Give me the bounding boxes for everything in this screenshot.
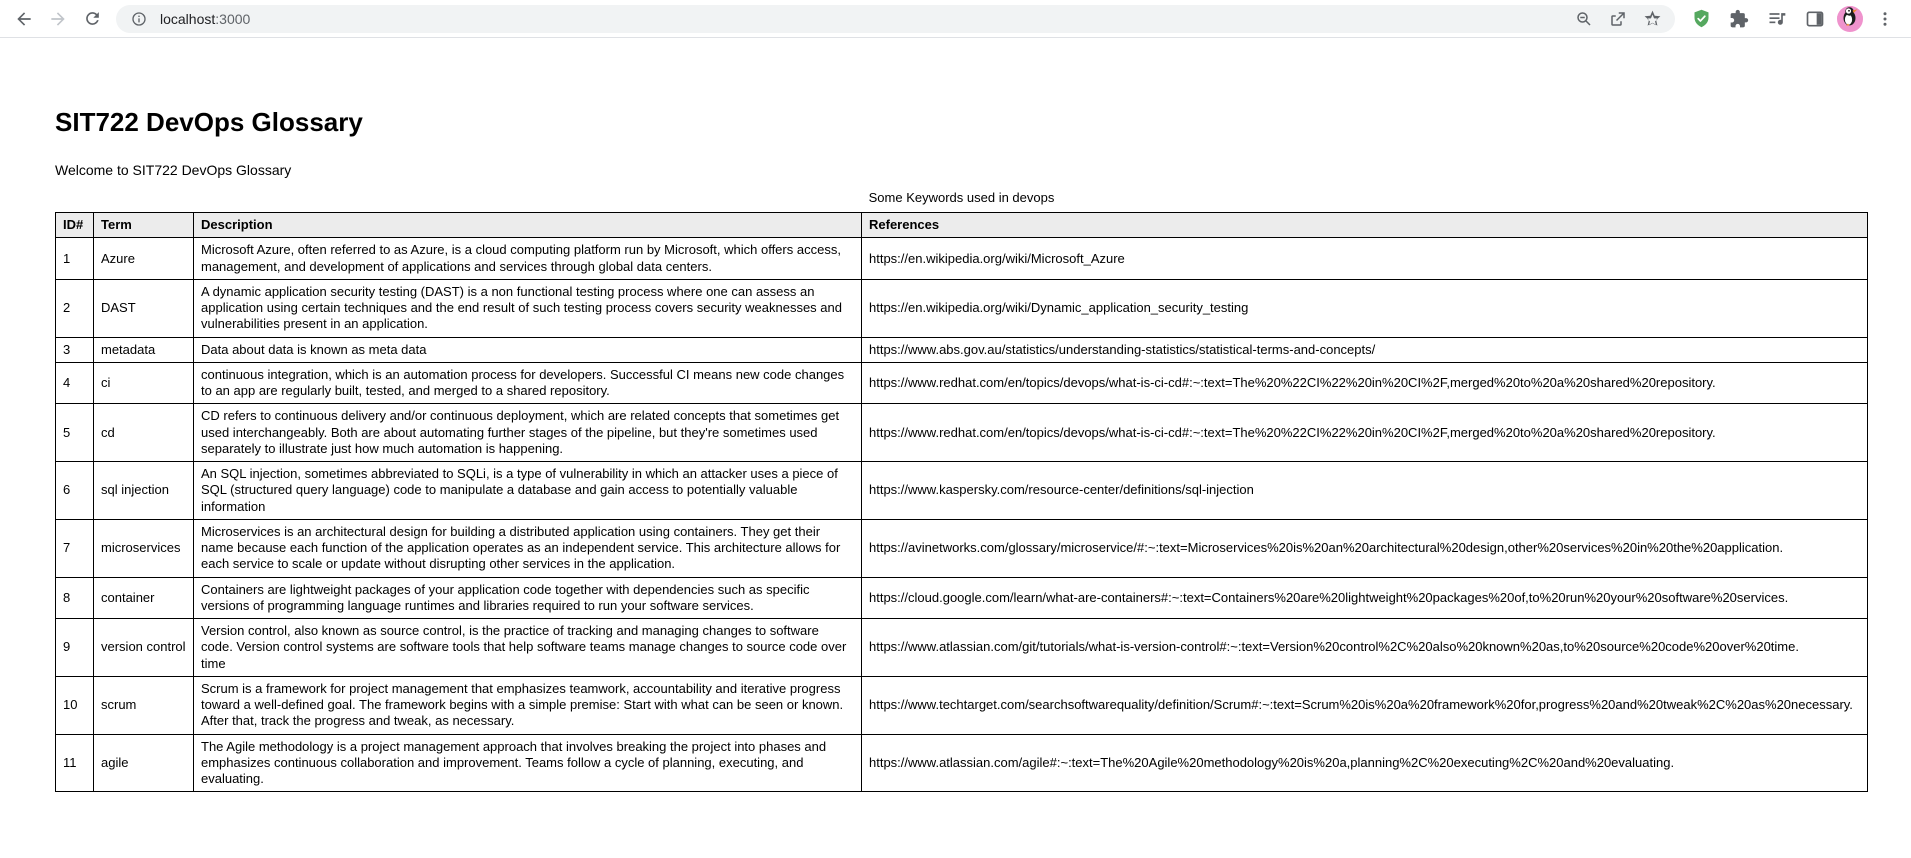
cell-description: Containers are lightweight packages of your application code together with dependencies such as specific versions of programming language runtimes and libraries required to run your software services. [194, 577, 862, 619]
cell-id: 11 [56, 734, 94, 792]
cell-id: 4 [56, 362, 94, 404]
cell-description: Scrum is a framework for project management that emphasizes teamwork, accountability and iterative progress toward a well-defined goal. The framework begins with a simple premise: Start with what can be seen or known. After that, track the progress and tweak, as necessary. [194, 676, 862, 734]
adguard-shield-icon [1691, 8, 1712, 29]
table-row [56, 734, 1868, 792]
back-button[interactable] [8, 3, 40, 35]
welcome-text: Welcome to SIT722 DevOps Glossary [55, 161, 292, 178]
table-header-row [56, 213, 1868, 238]
share-icon[interactable] [1605, 6, 1631, 32]
cell-description: The Agile methodology is a project management approach that involves breaking the project into phases and emphasizes continuous collaboration and improvement. Teams follow a cycle of planning, executing, and evaluating. [194, 734, 862, 792]
cell-id: 10 [56, 676, 94, 734]
cell-term: DAST [94, 279, 194, 337]
table-row [56, 404, 1868, 462]
column-header-references: References [862, 213, 1868, 238]
cell-term: sql injection [94, 462, 194, 520]
column-header-term: Term [94, 213, 194, 238]
cell-id: 2 [56, 279, 94, 337]
reload-icon [83, 9, 102, 28]
media-controls-icon [1767, 9, 1787, 29]
table-row [56, 519, 1868, 577]
glossary-table [55, 190, 1868, 793]
cell-reference: https://www.kaspersky.com/resource-center/definitions/sql-injection [862, 462, 1868, 520]
table-row [56, 619, 1868, 677]
cell-reference: https://www.redhat.com/en/topics/devops/what-is-ci-cd#:~:text=The%20%22CI%22%20in%20CI%2F,merged%20to%20a%20shared%20repository. [862, 362, 1868, 404]
page-content [0, 38, 1911, 792]
cell-description: Microsoft Azure, often referred to as Azure, is a cloud computing platform run by Microsoft, which offers access, management, and development of applications and services through global data centers. [194, 238, 862, 280]
cell-term: cd [94, 404, 194, 462]
side-panel-icon [1805, 9, 1825, 29]
profile-avatar[interactable] [1837, 6, 1863, 32]
cell-description: A dynamic application security testing (DAST) is a non functional testing process where one can assess an application using certain techniques and the end result of such testing process covers security weaknesses and vulnerabilities present in an application. [194, 279, 862, 337]
url-host: localhost [160, 10, 216, 27]
page-title: SIT722 DevOps Glossary [55, 107, 363, 137]
site-info-icon[interactable] [126, 6, 152, 32]
cell-reference: https://www.redhat.com/en/topics/devops/what-is-ci-cd#:~:text=The%20%22CI%22%20in%20CI%2F,merged%20to%20a%20shared%20repository. [862, 404, 1868, 462]
cell-term: agile [94, 734, 194, 792]
cell-reference: https://en.wikipedia.org/wiki/Microsoft_Azure [862, 238, 1868, 280]
table-row [56, 279, 1868, 337]
extensions-puzzle-icon [1729, 9, 1749, 29]
cell-description: An SQL injection, sometimes abbreviated to SQLi, is a type of vulnerability in which an attacker uses a piece of SQL (structured query language) code to manipulate a database and gain access to potentially valuable information [194, 462, 862, 520]
cell-reference: https://www.atlassian.com/agile#:~:text=The%20Agile%20methodology%20is%20a,planning%2C%20executing%2C%20and%20evaluating. [862, 734, 1868, 792]
kebab-menu-icon [1876, 10, 1894, 28]
url-port: :3000 [215, 10, 251, 27]
column-header-description: Description [194, 213, 862, 238]
url-text[interactable] [160, 11, 250, 27]
bookmark-star-icon[interactable] [1639, 6, 1665, 32]
cell-id: 8 [56, 577, 94, 619]
forward-button[interactable] [42, 3, 74, 35]
cell-description: Microservices is an architectural design for building a distributed application using containers. They get their name because each function of the application operates as an independent service. This architecture allows for each service to scale or update without disrupting other services in the application. [194, 519, 862, 577]
cell-reference: https://en.wikipedia.org/wiki/Dynamic_application_security_testing [862, 279, 1868, 337]
reload-button[interactable] [76, 3, 108, 35]
table-row [56, 462, 1868, 520]
toolbar-right-icons [1683, 3, 1903, 35]
cell-description: continuous integration, which is an automation process for developers. Successful CI means new code changes to an app are regularly built, tested, and merged to a shared repository. [194, 362, 862, 404]
cell-reference: https://www.atlassian.com/git/tutorials/what-is-version-control#:~:text=Version%20control%2C%20also%20known%20as,to%20source%20code%20over%20time. [862, 619, 1868, 677]
forward-arrow-icon [48, 9, 68, 29]
cell-description: CD refers to continuous delivery and/or continuous deployment, which are related concepts that sometimes get used interchangeably. Both are about automating further stages of the pipeline, but they're sometimes used separately to illustrate just how much automation is happening. [194, 404, 862, 462]
url-bar[interactable] [116, 5, 1675, 33]
puffin-bird-icon [1837, 6, 1863, 32]
extensions-button[interactable] [1723, 3, 1755, 35]
cell-id: 9 [56, 619, 94, 677]
column-header-id: ID# [56, 213, 94, 238]
cell-reference: https://avinetworks.com/glossary/microservice/#:~:text=Microservices%20is%20an%20architectural%20design,other%20services%20in%20the%20application. [862, 519, 1868, 577]
zoom-out-icon[interactable] [1571, 6, 1597, 32]
cell-reference: https://www.techtarget.com/searchsoftwarequality/definition/Scrum#:~:text=Scrum%20is%20a%20framework%20for,progress%20and%20tweak%2C%20as%20necessary. [862, 676, 1868, 734]
table-row [56, 676, 1868, 734]
table-row [56, 577, 1868, 619]
cell-id: 6 [56, 462, 94, 520]
cell-id: 1 [56, 238, 94, 280]
table-caption: Some Keywords used in devops [868, 189, 1055, 205]
browser-toolbar [0, 0, 1911, 38]
cell-description: Version control, also known as source control, is the practice of tracking and managing changes to software code. Version control systems are software tools that help software teams manage changes to source code over time [194, 619, 862, 677]
cell-reference: https://www.abs.gov.au/statistics/understanding-statistics/statistical-terms-and-concepts/ [862, 337, 1868, 362]
table-row [56, 362, 1868, 404]
cell-reference: https://cloud.google.com/learn/what-are-containers#:~:text=Containers%20are%20lightweight%20packages%20of,to%20run%20your%20software%20services. [862, 577, 1868, 619]
cell-term: container [94, 577, 194, 619]
table-row [56, 337, 1868, 362]
cell-term: microservices [94, 519, 194, 577]
adguard-extension-button[interactable] [1685, 3, 1717, 35]
table-row [56, 238, 1868, 280]
cell-term: Azure [94, 238, 194, 280]
cell-term: scrum [94, 676, 194, 734]
media-controls-button[interactable] [1761, 3, 1793, 35]
side-panel-button[interactable] [1799, 3, 1831, 35]
cell-id: 7 [56, 519, 94, 577]
cell-term: version control [94, 619, 194, 677]
kebab-menu-button[interactable] [1869, 3, 1901, 35]
cell-term: metadata [94, 337, 194, 362]
cell-id: 5 [56, 404, 94, 462]
cell-term: ci [94, 362, 194, 404]
back-arrow-icon [14, 9, 34, 29]
cell-description: Data about data is known as meta data [194, 337, 862, 362]
cell-id: 3 [56, 337, 94, 362]
